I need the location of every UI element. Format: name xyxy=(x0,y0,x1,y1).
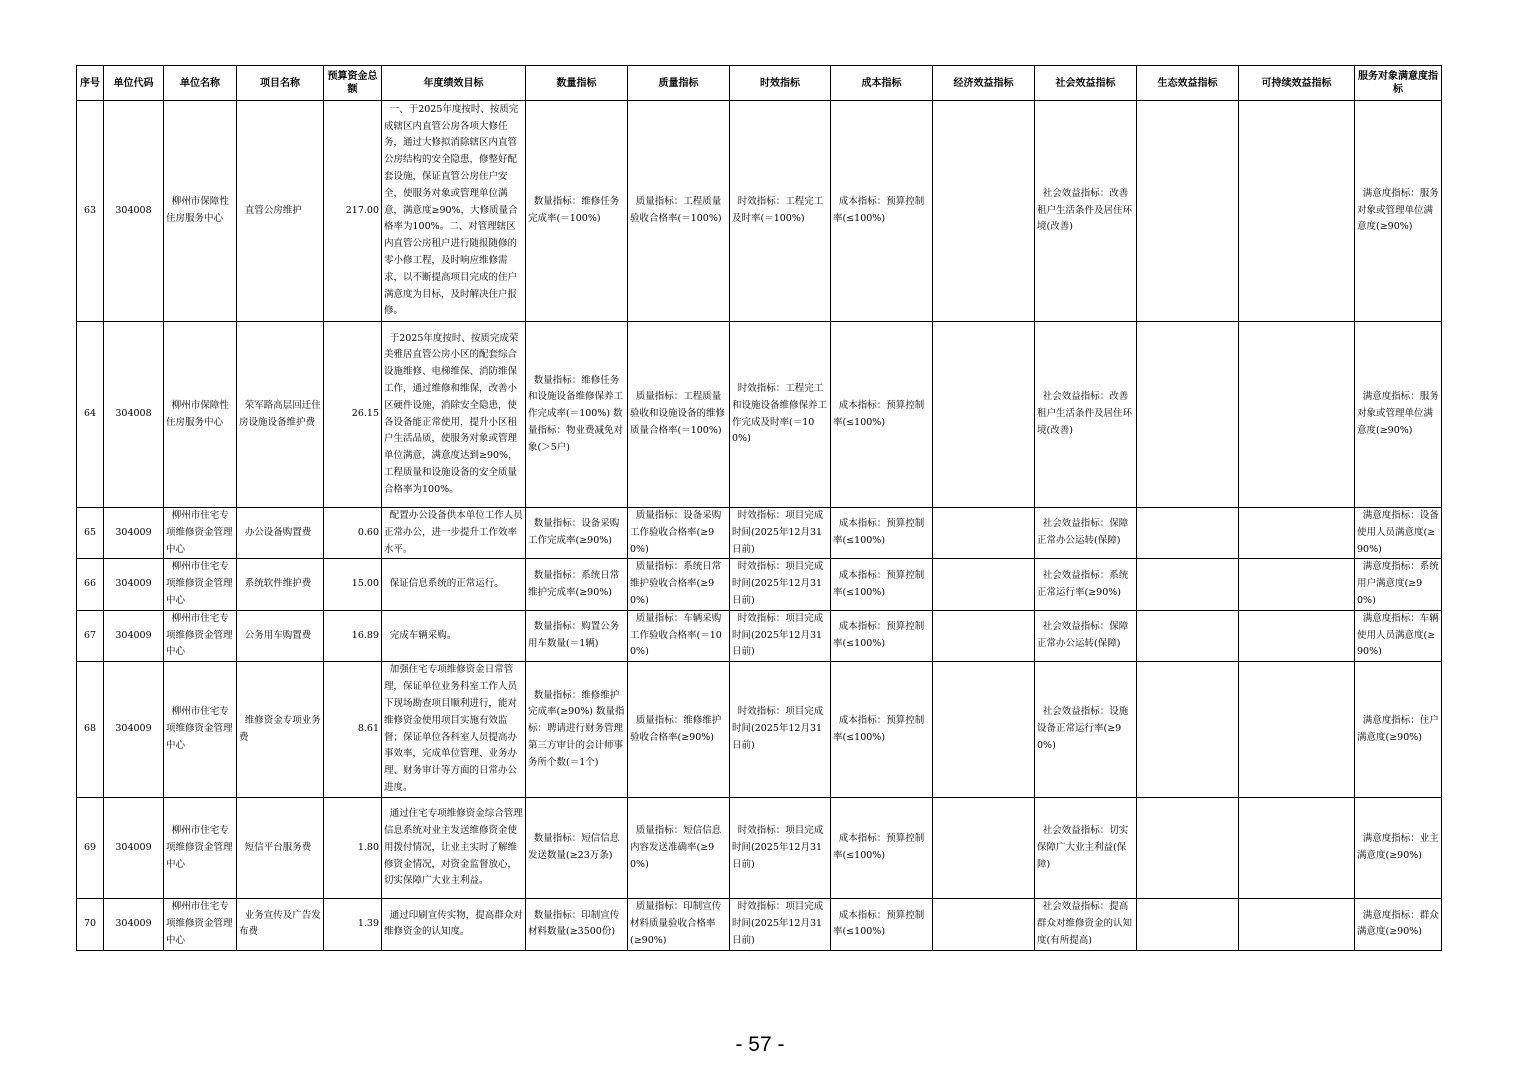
performance-table xyxy=(76,65,1442,951)
timeliness-indicator-cell: 时效指标：项目完成时间(2025年12月31日前) xyxy=(730,559,831,610)
satisfaction-indicator-cell: 满意度指标：服务对象或管理单位满意度(≥90%) xyxy=(1355,322,1442,508)
table-row xyxy=(77,322,1442,508)
serial-no-cell: 63 xyxy=(77,101,104,322)
project-name-cell: 短信平台服务费 xyxy=(237,798,324,899)
unit-code-cell: 304009 xyxy=(104,610,164,661)
cost-indicator-cell: 成本指标：预算控制率(≤100%) xyxy=(831,322,933,508)
serial-no-cell: 66 xyxy=(77,559,104,610)
unit-name-cell: 柳州市住宅专项维修资金管理中心 xyxy=(164,610,237,661)
social-benefit-indicator-cell: 社会效益指标：改善租户生活条件及居住环境(改善) xyxy=(1035,322,1137,508)
quality-indicator-cell: 质量指标：维修维护验收合格率(≥90%) xyxy=(628,662,730,798)
ecological-benefit-indicator-cell xyxy=(1137,508,1239,559)
annual-goal-cell: 一、于2025年度按时、按质完成辖区内直管公房各项大修任务，通过大修拟消除辖区内直管公房结构的安全隐患，修整好配套设施，保证直管公房住户安全，使服务对象或管理单位满意，满意度≥90%，大修质量合格率为100%。二、对管理辖区内直管公房租户进行随报随修的零小修工程，及时响应维修需求，以不断提高项目完成的住户满意度为目标，及时解决住户报修。 xyxy=(382,101,526,322)
ecological-benefit-indicator-cell xyxy=(1137,899,1239,950)
ecological-benefit-indicator-cell xyxy=(1137,322,1239,508)
header-cell: 质量指标 xyxy=(628,66,730,101)
cost-indicator-cell: 成本指标：预算控制率(≤100%) xyxy=(831,610,933,661)
table-row xyxy=(77,899,1442,950)
quantity-indicator-cell: 数量指标：维修维护完成率(≥90%) 数量指标：聘请进行财务管理第三方审计的会计师事务所个数(＝1个) xyxy=(526,662,628,798)
economic-benefit-indicator-cell xyxy=(933,322,1035,508)
annual-goal-cell: 完成车辆采购。 xyxy=(382,610,526,661)
cost-indicator-cell: 成本指标：预算控制率(≤100%) xyxy=(831,559,933,610)
satisfaction-indicator-cell: 满意度指标：设备使用人员满意度(≥90%) xyxy=(1355,508,1442,559)
unit-code-cell: 304008 xyxy=(104,101,164,322)
serial-no-cell: 69 xyxy=(77,798,104,899)
social-benefit-indicator-cell: 社会效益指标：改善租户生活条件及居住环境(改善) xyxy=(1035,101,1137,322)
timeliness-indicator-cell: 时效指标：项目完成时间(2025年12月31日前) xyxy=(730,662,831,798)
timeliness-indicator-cell: 时效指标：项目完成时间(2025年12月31日前) xyxy=(730,798,831,899)
sustainable-benefit-indicator-cell xyxy=(1239,559,1355,610)
quantity-indicator-cell: 数量指标：短信信息发送数量(≥23万条) xyxy=(526,798,628,899)
unit-name-cell: 柳州市保障性住房服务中心 xyxy=(164,322,237,508)
budget-total-cell: 15.00 xyxy=(324,559,382,610)
header-cell: 经济效益指标 xyxy=(933,66,1035,101)
table-row xyxy=(77,610,1442,661)
sustainable-benefit-indicator-cell xyxy=(1239,322,1355,508)
serial-no-cell: 68 xyxy=(77,662,104,798)
quality-indicator-cell: 质量指标：车辆采购工作验收合格率(＝100%) xyxy=(628,610,730,661)
unit-code-cell: 304009 xyxy=(104,559,164,610)
header-cell: 年度绩效目标 xyxy=(382,66,526,101)
economic-benefit-indicator-cell xyxy=(933,559,1035,610)
quality-indicator-cell: 质量指标：印制宣传材料质量验收合格率(≥90%) xyxy=(628,899,730,950)
header-cell: 生态效益指标 xyxy=(1137,66,1239,101)
budget-total-cell: 26.15 xyxy=(324,322,382,508)
unit-code-cell: 304009 xyxy=(104,662,164,798)
social-benefit-indicator-cell: 社会效益指标：系统正常运行率(≥90%) xyxy=(1035,559,1137,610)
ecological-benefit-indicator-cell xyxy=(1137,662,1239,798)
budget-total-cell: 1.80 xyxy=(324,798,382,899)
social-benefit-indicator-cell: 社会效益指标：提高群众对维修资金的认知度(有所提高) xyxy=(1035,899,1137,950)
economic-benefit-indicator-cell xyxy=(933,899,1035,950)
sustainable-benefit-indicator-cell xyxy=(1239,798,1355,899)
budget-total-cell: 0.60 xyxy=(324,508,382,559)
quantity-indicator-cell: 数量指标：设备采购工作完成率(≥90%) xyxy=(526,508,628,559)
cost-indicator-cell: 成本指标：预算控制率(≤100%) xyxy=(831,662,933,798)
annual-goal-cell: 于2025年度按时、按质完成荣美雅居直管公房小区的配套综合设施维修、电梯维保、消防维保工作，通过维修和维保，改善小区硬件设施，消除安全隐患，使各设备能正常使用，提升小区租户生活品质，使服务对象或管理单位满意，满意度达到≥90%，工程质量和设施设备的安全质量合格率为100%。 xyxy=(382,322,526,508)
cost-indicator-cell: 成本指标：预算控制率(≤100%) xyxy=(831,798,933,899)
ecological-benefit-indicator-cell xyxy=(1137,610,1239,661)
unit-name-cell: 柳州市住宅专项维修资金管理中心 xyxy=(164,662,237,798)
header-cell: 预算资金总额 xyxy=(324,66,382,101)
serial-no-cell: 70 xyxy=(77,899,104,950)
unit-name-cell: 柳州市住宅专项维修资金管理中心 xyxy=(164,899,237,950)
header-cell: 可持续效益指标 xyxy=(1239,66,1355,101)
header-cell: 单位名称 xyxy=(164,66,237,101)
unit-name-cell: 柳州市住宅专项维修资金管理中心 xyxy=(164,508,237,559)
social-benefit-indicator-cell: 社会效益指标：切实保障广大业主利益(保障) xyxy=(1035,798,1137,899)
cost-indicator-cell: 成本指标：预算控制率(≤100%) xyxy=(831,101,933,322)
header-cell: 社会效益指标 xyxy=(1035,66,1137,101)
quality-indicator-cell: 质量指标：工程质量验收合格率(＝100%) xyxy=(628,101,730,322)
header-cell: 单位代码 xyxy=(104,66,164,101)
project-name-cell: 办公设备购置费 xyxy=(237,508,324,559)
budget-total-cell: 1.39 xyxy=(324,899,382,950)
header-cell: 项目名称 xyxy=(237,66,324,101)
header-cell: 服务对象满意度指标 xyxy=(1355,66,1442,101)
table-row xyxy=(77,662,1442,798)
satisfaction-indicator-cell: 满意度指标：系统用户满意度(≥90%) xyxy=(1355,559,1442,610)
table-row xyxy=(77,559,1442,610)
ecological-benefit-indicator-cell xyxy=(1137,101,1239,322)
unit-name-cell: 柳州市住宅专项维修资金管理中心 xyxy=(164,559,237,610)
header-cell: 数量指标 xyxy=(526,66,628,101)
table-row xyxy=(77,101,1442,322)
quality-indicator-cell: 质量指标：短信信息内容发送准确率(≥90%) xyxy=(628,798,730,899)
sustainable-benefit-indicator-cell xyxy=(1239,101,1355,322)
quantity-indicator-cell: 数量指标：维修任务和设施设备维修保养工作完成率(＝100%) 数量指标：物业费减免对象(＞5户) xyxy=(526,322,628,508)
economic-benefit-indicator-cell xyxy=(933,610,1035,661)
header-cell: 序号 xyxy=(77,66,104,101)
social-benefit-indicator-cell: 社会效益指标：保障正常办公运转(保障) xyxy=(1035,610,1137,661)
timeliness-indicator-cell: 时效指标：项目完成时间(2025年12月31日前) xyxy=(730,899,831,950)
unit-code-cell: 304008 xyxy=(104,322,164,508)
sustainable-benefit-indicator-cell xyxy=(1239,899,1355,950)
social-benefit-indicator-cell: 社会效益指标：保障正常办公运转(保障) xyxy=(1035,508,1137,559)
header-cell: 成本指标 xyxy=(831,66,933,101)
ecological-benefit-indicator-cell xyxy=(1137,559,1239,610)
economic-benefit-indicator-cell xyxy=(933,101,1035,322)
quality-indicator-cell: 质量指标：设备采购工作验收合格率(≥90%) xyxy=(628,508,730,559)
cost-indicator-cell: 成本指标：预算控制率(≤100%) xyxy=(831,899,933,950)
social-benefit-indicator-cell: 社会效益指标：设施设备正常运行率(≥90%) xyxy=(1035,662,1137,798)
annual-goal-cell: 配置办公设备供本单位工作人员正常办公，进一步提升工作效率水平。 xyxy=(382,508,526,559)
timeliness-indicator-cell: 时效指标：工程完工和设施设备维修保养工作完成及时率(＝100%) xyxy=(730,322,831,508)
project-name-cell: 维修资金专项业务费 xyxy=(237,662,324,798)
annual-goal-cell: 通过印刷宣传实物，提高群众对维修资金的认知度。 xyxy=(382,899,526,950)
table-row xyxy=(77,508,1442,559)
satisfaction-indicator-cell: 满意度指标：群众满意度(≥90%) xyxy=(1355,899,1442,950)
project-name-cell: 系统软件维护费 xyxy=(237,559,324,610)
project-name-cell: 业务宣传及广告发布费 xyxy=(237,899,324,950)
page-number: - 57 - xyxy=(735,1033,785,1056)
economic-benefit-indicator-cell xyxy=(933,508,1035,559)
economic-benefit-indicator-cell xyxy=(933,798,1035,899)
annual-goal-cell: 加强住宅专项维修资金日常管理，保证单位业务科室工作人员下现场勘查项目顺利进行，能对维修资金使用项目实施有效监督；保证单位各科室人员提高办事效率，完成单位管理、业务办理、财务审计等方面的日常办公进度。 xyxy=(382,662,526,798)
sustainable-benefit-indicator-cell xyxy=(1239,610,1355,661)
unit-code-cell: 304009 xyxy=(104,798,164,899)
unit-code-cell: 304009 xyxy=(104,899,164,950)
header-row xyxy=(77,66,1442,101)
annual-goal-cell: 保证信息系统的正常运行。 xyxy=(382,559,526,610)
serial-no-cell: 64 xyxy=(77,322,104,508)
quantity-indicator-cell: 数量指标：购置公务用车数量(＝1辆) xyxy=(526,610,628,661)
satisfaction-indicator-cell: 满意度指标：业主满意度(≥90%) xyxy=(1355,798,1442,899)
project-name-cell: 直管公房维护 xyxy=(237,101,324,322)
header-cell: 时效指标 xyxy=(730,66,831,101)
project-name-cell: 公务用车购置费 xyxy=(237,610,324,661)
sustainable-benefit-indicator-cell xyxy=(1239,508,1355,559)
serial-no-cell: 65 xyxy=(77,508,104,559)
sustainable-benefit-indicator-cell xyxy=(1239,662,1355,798)
quality-indicator-cell: 质量指标：工程质量验收和设施设备的维修质量合格率(＝100%) xyxy=(628,322,730,508)
budget-total-cell: 8.61 xyxy=(324,662,382,798)
budget-total-cell: 16.89 xyxy=(324,610,382,661)
budget-total-cell: 217.00 xyxy=(324,101,382,322)
satisfaction-indicator-cell: 满意度指标：车辆使用人员满意度(≥90%) xyxy=(1355,610,1442,661)
quantity-indicator-cell: 数量指标：维修任务完成率(＝100%) xyxy=(526,101,628,322)
unit-code-cell: 304009 xyxy=(104,508,164,559)
quality-indicator-cell: 质量指标：系统日常维护验收合格率(≥90%) xyxy=(628,559,730,610)
serial-no-cell: 67 xyxy=(77,610,104,661)
timeliness-indicator-cell: 时效指标：项目完成时间(2025年12月31日前) xyxy=(730,508,831,559)
annual-goal-cell: 通过住宅专项维修资金综合管理信息系统对业主发送维修资金使用拨付情况，让业主实时了解维修资金情况，对资金监督放心，切实保障广大业主利益。 xyxy=(382,798,526,899)
satisfaction-indicator-cell: 满意度指标：服务对象或管理单位满意度(≥90%) xyxy=(1355,101,1442,322)
quantity-indicator-cell: 数量指标：系统日常维护完成率(≥90%) xyxy=(526,559,628,610)
table-row xyxy=(77,798,1442,899)
economic-benefit-indicator-cell xyxy=(933,662,1035,798)
cost-indicator-cell: 成本指标：预算控制率(≤100%) xyxy=(831,508,933,559)
project-name-cell: 荣军路高层回迁住房设施设备维护费 xyxy=(237,322,324,508)
timeliness-indicator-cell: 时效指标：项目完成时间(2025年12月31日前) xyxy=(730,610,831,661)
unit-name-cell: 柳州市住宅专项维修资金管理中心 xyxy=(164,798,237,899)
unit-name-cell: 柳州市保障性住房服务中心 xyxy=(164,101,237,322)
satisfaction-indicator-cell: 满意度指标：住户满意度(≥90%) xyxy=(1355,662,1442,798)
ecological-benefit-indicator-cell xyxy=(1137,798,1239,899)
quantity-indicator-cell: 数量指标：印制宣传材料数量(≥3500份) xyxy=(526,899,628,950)
timeliness-indicator-cell: 时效指标：工程完工及时率(＝100%) xyxy=(730,101,831,322)
